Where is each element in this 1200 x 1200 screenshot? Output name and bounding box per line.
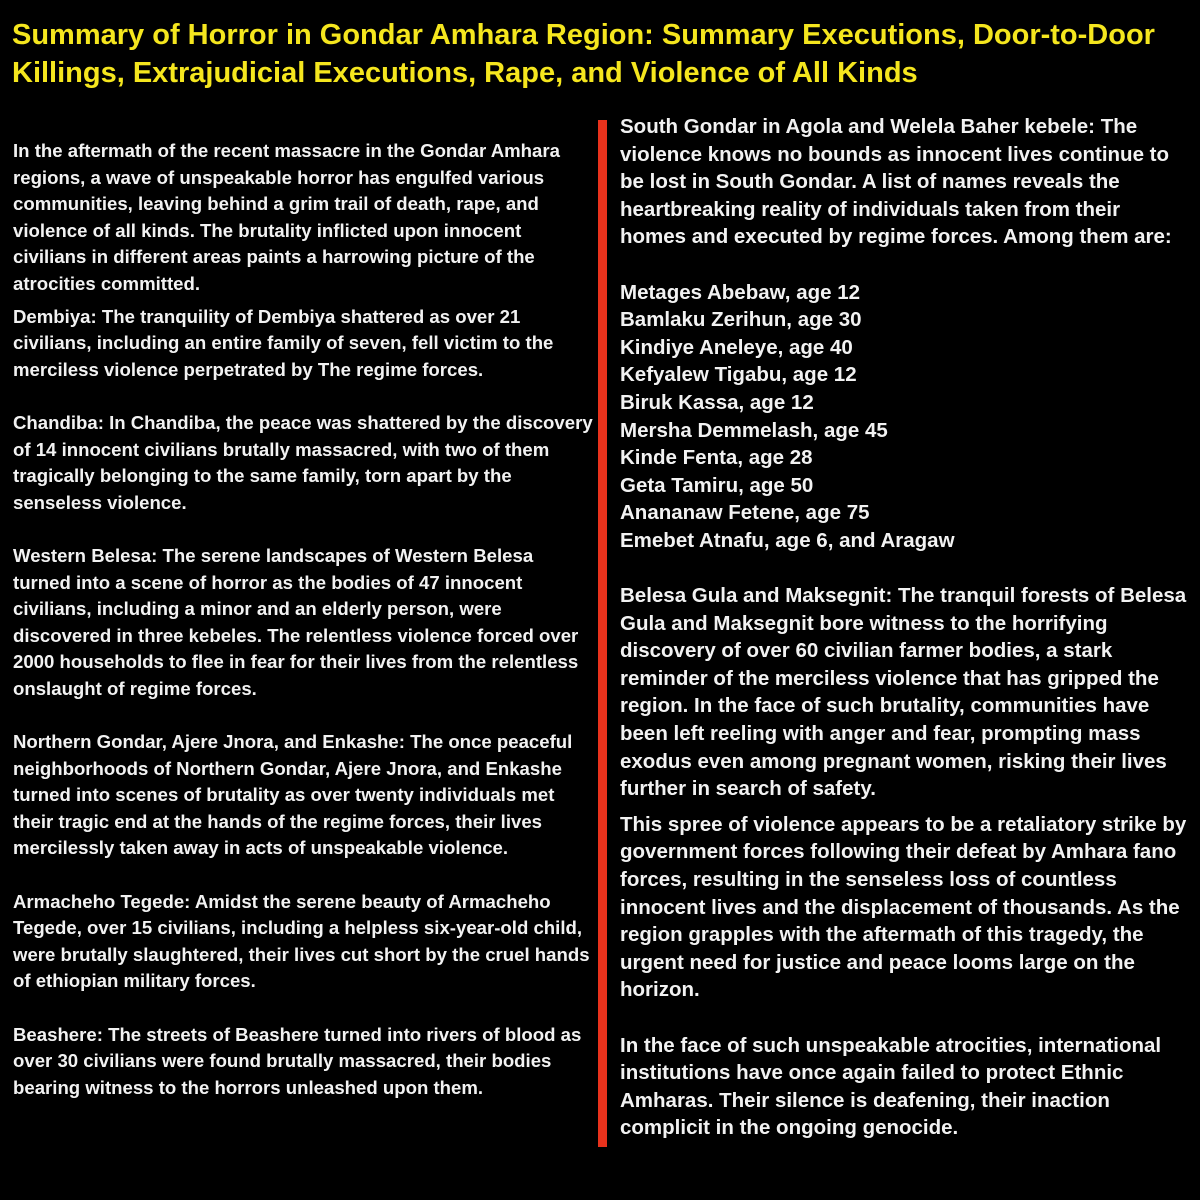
victim-list-item: Emebet Atnafu, age 6, and Aragaw bbox=[620, 528, 955, 552]
spacer bbox=[620, 555, 1190, 583]
spacer bbox=[13, 995, 593, 1022]
victim-list-item: Kindiye Aneleye, age 40 bbox=[620, 335, 853, 359]
chandiba-paragraph: Chandiba: In Chandiba, the peace was shattered by the discovery of 14 innocent civilians brutally massacred, with two of them tragically belonging to the same family, torn apart by the senseless violence. bbox=[13, 411, 593, 513]
victim-list-item: Biruk Kassa, age 12 bbox=[620, 390, 814, 414]
conclusion-paragraph: In the face of such unspeakable atrocities, international institutions have once again failed to protect Ethnic Amharas. Their silence is deafening, their inaction complicit in the ongoing genocide. bbox=[620, 1033, 1162, 1140]
page-title: Summary of Horror in Gondar Amhara Region: Summary Executions, Door-to-Door Killings, Extrajudicial Executions, Rape, and Violence of All Kinds bbox=[12, 19, 1155, 89]
belesa-gula-paragraph: Belesa Gula and Maksegnit: The tranquil forests of Belesa Gula and Maksegnit bore witness to the horrifying discovery of over 60 civilian farmer bodies, a stark reminder of the merciless violence that has gripped the region. In the face of such brutality, communities have been left reeling with anger and fear, prompting mass exodus even among pregnant women, risking their lives further in search of safety. bbox=[620, 584, 1187, 801]
victim-list-item: Kinde Fenta, age 28 bbox=[620, 446, 813, 470]
intro-paragraph: In the aftermath of the recent massacre in the Gondar Amhara regions, a wave of unspeakable horror has engulfed various communities, leaving behind a grim trail of death, rape, and violence of all kinds. The brutality inflicted upon innocent civilians in different areas paints a harrowing picture of the atrocities committed. bbox=[13, 140, 560, 294]
northern-gondar-paragraph: Northern Gondar, Ajere Jnora, and Enkashe: The once peaceful neighborhoods of Northern Gondar, Ajere Jnora, and Enkashe turned into scenes of brutality as over twenty individuals met their tragic end at the hands of the regime forces, their lives mercilessly taken away in acts of unspeakable violence. bbox=[13, 731, 573, 859]
spacer bbox=[13, 516, 593, 543]
victim-list-item: Geta Tamiru, age 50 bbox=[620, 473, 814, 497]
spacer bbox=[13, 702, 593, 729]
victim-list-item: Kefyalew Tigabu, age 12 bbox=[620, 363, 857, 387]
column-divider bbox=[598, 120, 607, 1147]
victim-list-item: Anananaw Fetene, age 75 bbox=[620, 501, 870, 525]
western-belesa-paragraph: Western Belesa: The serene landscapes of Western Belesa turned into a scene of horror as the bodies of 47 innocent civilians, including a minor and an elderly person, were discovered in three kebeles. The relentless violence forced over 2000 households to flee in fear for their lives from the relentless onslaught of regime forces. bbox=[13, 544, 579, 699]
retaliatory-paragraph: This spree of violence appears to be a retaliatory strike by government forces following their defeat by Amhara fano forces, resulting in the senseless loss of countless innocent lives and the displacement of thousands. As the region grapples with the aftermath of this tragedy, the urgent need for justice and peace looms large on the horizon. bbox=[620, 812, 1187, 1002]
spacer bbox=[620, 251, 1190, 279]
victim-list-item: Bamlaku Zerihun, age 30 bbox=[620, 308, 862, 332]
spacer bbox=[620, 803, 1190, 811]
victim-list-item: Mersha Demmelash, age 45 bbox=[620, 418, 888, 442]
victim-list bbox=[620, 279, 1190, 555]
armacheho-paragraph: Armacheho Tegede: Amidst the serene beauty of Armacheho Tegede, over 15 civilians, including a helpless six-year-old child, were brutally slaughtered, their lives cut short by the cruel hands of ethiopian military forces. bbox=[13, 890, 590, 992]
left-column bbox=[13, 138, 593, 1101]
south-gondar-paragraph: South Gondar in Agola and Welela Baher kebele: The violence knows no bounds as innocent lives continue to be lost in South Gondar. A list of names reveals the heartbreaking reality of individuals taken from their homes and executed by regime forces. Among them are: bbox=[620, 115, 1172, 249]
beashere-paragraph: Beashere: The streets of Beashere turned into rivers of blood as over 30 civilians were found brutally massacred, their bodies bearing witness to the horrors unleashed upon them. bbox=[13, 1023, 582, 1098]
spacer bbox=[620, 1004, 1190, 1032]
spacer bbox=[13, 862, 593, 889]
victim-list-item: Metages Abebaw, age 12 bbox=[620, 280, 861, 304]
dembiya-paragraph: Dembiya: The tranquility of Dembiya shattered as over 21 civilians, including an entire family of seven, fell victim to the merciless violence perpetrated by The regime forces. bbox=[13, 305, 554, 380]
right-column bbox=[620, 113, 1190, 1142]
spacer bbox=[13, 383, 593, 410]
